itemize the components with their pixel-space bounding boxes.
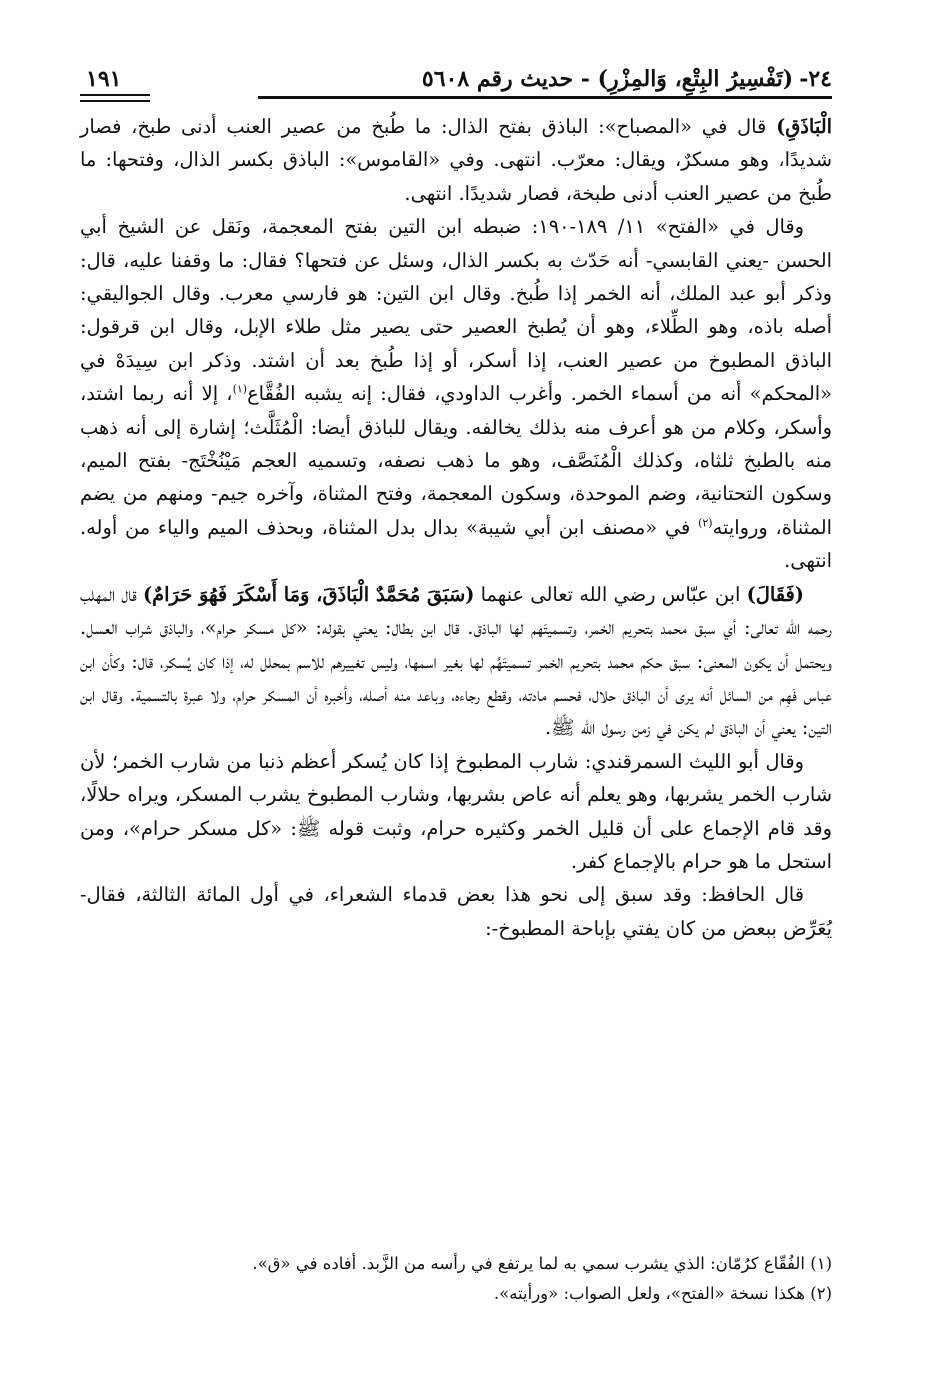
paragraph-5	[80, 878, 832, 945]
hadith-quote: (سَبَقَ مُحَمَّدٌ الْبَاذَقَ، وَمَا أَسْكَرَ فَهُوَ حَرَامٌ)	[142, 582, 475, 606]
header-rule	[80, 94, 832, 108]
footnote-ref-1[interactable]: (١)	[232, 382, 248, 396]
footnotes	[80, 1248, 832, 1309]
paragraph-1-text: قال في «المصباح»: الباذق بفتح الذال: ما طُبخ من عصير العنب أدنى طبخ، فصار شديدًا، وهو مسكرٌ، ويقال: معرّب. انتهى. وفي «القاموس»: الباذق بكسر الذال، وفتحها: ما طُبخ من عصير العنب أدنى طبخة، فصار شديدًا. انتهى.	[80, 115, 832, 205]
paragraph-4-text: وقال أبو الليث السمرقندي: شارب المطبوخ إذا كان يُسكر أعظم ذنبا من شارب الخمر؛ لأن شارب الخمر يشربها، وهو يعلم أنه عاص بشربها، وشارب المطبوخ يشرب المسكر، ويراه حلالًا، وقد قام الإجماع على أن قليل الخمر وكثيره حرام، وثبت قوله ﷺ: «كل مسكر حرام»، ومن استحل ما هو حرام بالإجماع كفر.	[80, 749, 832, 873]
footnote-ref-2[interactable]: (٢)	[698, 516, 713, 530]
body-text	[80, 110, 832, 945]
headword-badhaq: الْبَاذَقِ)	[776, 115, 832, 138]
page-number-double-rule	[80, 94, 150, 102]
chapter-title: (تَفْسِيرُ البِتْعِ، وَالمِزْرِ) - حديث رقم ٥٦٠٨	[421, 66, 794, 92]
chapter-number: ٢٤-	[799, 66, 832, 92]
running-header-title	[422, 64, 832, 94]
paragraph-2-text-c: في «مصنف ابن أبي شيبة» بدال بدل المثناة، وبحذف الميم والياء من أوله. انتهى.	[80, 515, 832, 573]
page-number: ١٩١	[86, 66, 122, 92]
header-rule-line	[258, 96, 832, 99]
paragraph-3-text: قال المهلب رحمه الله تعالى: أي سبق محمد بتحريم الخمر، وتسميتَهم لها الباذق. قال ابن بطال: يعني بقوله: «كل مسكر حرام»، والباذق شراب العسل. ويحتمل أن يكون المعنى: سبق حكم محمد بتحريم الخمر تسميتَهُم لها بغير اسمها، وليس تغييرهم للاسم بمحلل له، إذا كان يُسكر، قال: وكأن ابن عباس فَهِم من السائل أنه يرى أن الباذق حلال، فحسم مادته، وقطع رجاءه، وباعد منه أصله، وأخبره أن المسكر حرام، ولا عبرة بالتسمية. وقال ابن التين: يعني أن الباذق لم يكن في زمن رسول الله ﷺ.	[80, 582, 832, 740]
headword-faqala: (فَقَالَ)	[746, 582, 804, 606]
paragraph-5-text: قال الحافظ: وقد سبق إلى نحو هذا بعض قدماء الشعراء، في أول المائة الثالثة، فقال- يُعَرِّض ببعض من كان يفتي بإباحة المطبوخ-:	[80, 883, 832, 940]
paragraph-1	[80, 110, 832, 210]
page	[80, 48, 832, 945]
paragraph-2-text-a: وقال في «الفتح» ١١/ ١٨٩-١٩٠: ضبطه ابن التين بفتح المعجمة، ونَقل عن الشيخ أبي الحسن -يعني القابسي- أنه حَدّث به بكسر الذال، وسئل عن فتحها؟ فقال: ما وقفنا عليه، قال: وذكر أبو عبد الملك، أنه الخمر إذا طُبخ. وقال ابن التين: هو فارسي معرب. وقال الجواليقي: أصله باذه، وهو الطِّلاء، وهو أن يُطبخ العصير حتى يصير مثل طلاء الإبل، وقال ابن قرقول: الباذق المطبوخ من عصير العنب، إذا أسكر، أو إذا طُبخ بعد أن اشتد. وذكر ابن سِيدَهْ في «المحكم» أنه من أسماء الخمر. وأغرب الداودي، فقال: إنه يشبه الفُقَّاع	[80, 215, 832, 406]
running-header	[80, 48, 832, 94]
paragraph-3-text-mid: ابن عبّاس رضي الله تعالى عنهما	[474, 582, 747, 606]
paragraph-2-text-b: ، إلا أنه ربما اشتد، وأسكر، وكلام من هو أعرف منه بذلك يخالفه. ويقال للباذق أيضا: الْمُثَلَّث؛ إشارة إلى أنه ذهب منه بالطبخ ثلثاه، وكذلك الْمُنَصَّف، وهو ما ذهب نصفه، وتسميه العجم مَيْنُخْتَج- بفتح الميم، وسكون التحتانية، وضم الموحدة، وسكون المعجمة، وفتح المثناة، وآخره جيم- ومنهم من يضم المثناة، وروايته	[80, 382, 833, 539]
footnote-1: (١) الفُقّاع كرُمّان: الذي يشرب سمي به لما يرتفع في رأسه من الزَّبد. أفاده في «ق».	[252, 1254, 832, 1273]
paragraph-4	[80, 745, 832, 879]
footnote-2: (٢) هكذا نسخة «الفتح»، ولعل الصواب: «ورأيته».	[493, 1284, 832, 1303]
paragraph-3	[80, 578, 832, 745]
paragraph-2	[80, 210, 832, 577]
